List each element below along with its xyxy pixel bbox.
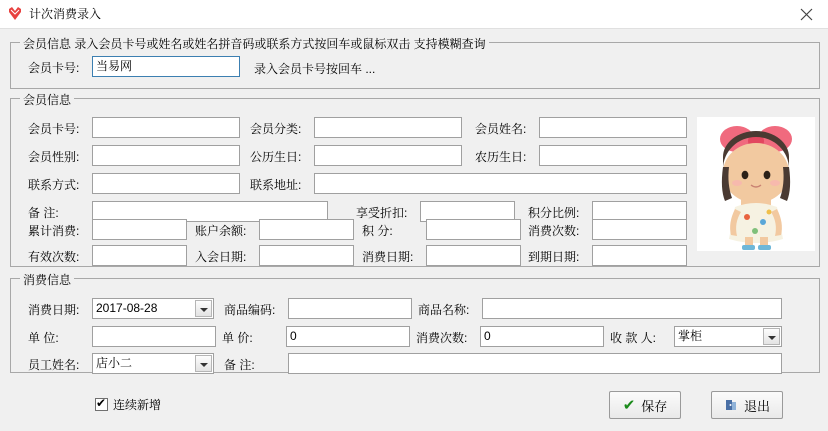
total-consumption-label: 累计消费: — [28, 224, 80, 238]
member-name-input[interactable] — [539, 117, 687, 138]
remark-label: 备 注: — [28, 206, 59, 220]
valid-times-input[interactable] — [92, 245, 187, 266]
lunar-birthday-input[interactable] — [539, 145, 687, 166]
member-gender-input[interactable] — [92, 145, 240, 166]
member-name-label: 会员姓名: — [475, 122, 527, 136]
point-ratio-label: 积分比例: — [528, 206, 580, 220]
account-balance-input[interactable] — [259, 219, 354, 240]
continuous-add-checkbox[interactable] — [95, 396, 161, 413]
product-code-input[interactable] — [288, 298, 412, 319]
consume-count-input[interactable]: 0 — [480, 326, 604, 347]
chevron-down-icon[interactable] — [763, 328, 780, 345]
price-input[interactable]: 0 — [286, 326, 410, 347]
app-logo-icon — [7, 6, 23, 22]
window-title: 计次消费录入 — [29, 7, 102, 21]
member-photo — [697, 117, 815, 251]
unit-input[interactable] — [92, 326, 216, 347]
staff-name-value: 店小二 — [96, 356, 133, 370]
member-category-input[interactable] — [314, 117, 462, 138]
exit-button[interactable] — [711, 391, 783, 419]
member-category-label: 会员分类: — [250, 122, 302, 136]
save-button[interactable] — [609, 391, 681, 419]
address-label: 联系地址: — [250, 178, 302, 192]
close-icon[interactable] — [784, 0, 828, 28]
card-number-label: 会员卡号: — [28, 61, 80, 75]
consume-date-combo[interactable] — [92, 298, 214, 319]
solar-birthday-label: 公历生日: — [250, 150, 302, 164]
member-card-input[interactable] — [92, 117, 240, 138]
discount-label: 享受折扣: — [356, 206, 408, 220]
points-label: 积 分: — [362, 224, 393, 238]
chevron-down-icon[interactable] — [195, 355, 212, 372]
staff-name-combo[interactable] — [92, 353, 214, 374]
save-button-label: 保存 — [641, 398, 668, 414]
lookup-group-title: 会员信息 录入会员卡号或姓名或姓名拼音码或联系方式按回车或鼠标双击 支持模糊查询 — [20, 35, 489, 52]
cashier-combo[interactable] — [674, 326, 782, 347]
address-input[interactable] — [314, 173, 687, 194]
exit-button-label: 退出 — [743, 398, 770, 414]
cashier-value: 掌柜 — [678, 329, 703, 343]
cashier-label: 收 款 人: — [610, 331, 657, 345]
exit-door-icon — [724, 398, 738, 412]
account-balance-label: 账户余额: — [195, 224, 247, 238]
consume-date-input[interactable] — [426, 245, 521, 266]
total-consumption-input[interactable] — [92, 219, 187, 240]
title-bar — [0, 0, 828, 29]
solar-birthday-input[interactable] — [314, 145, 462, 166]
chevron-down-icon[interactable] — [195, 300, 212, 317]
check-icon: ✔ — [622, 396, 636, 414]
consume-count-label: 消费次数: — [416, 331, 468, 345]
consume-date-value: 2017-08-28 — [96, 301, 158, 315]
product-name-label: 商品名称: — [418, 303, 470, 317]
product-code-label: 商品编码: — [224, 303, 276, 317]
unit-label: 单 位: — [28, 331, 59, 345]
consume-remark-label: 备 注: — [224, 358, 255, 372]
consume-date-field-label: 消费日期: — [28, 303, 80, 317]
points-input[interactable] — [426, 219, 521, 240]
join-date-label: 入会日期: — [195, 250, 247, 264]
product-name-input[interactable] — [482, 298, 782, 319]
card-number-input[interactable]: 当易网 — [92, 56, 240, 77]
continuous-add-label: 连续新增 — [113, 398, 162, 412]
valid-times-label: 有效次数: — [28, 250, 80, 264]
member-gender-label: 会员性别: — [28, 150, 80, 164]
consume-times-input[interactable] — [592, 219, 687, 240]
lunar-birthday-label: 农历生日: — [475, 150, 527, 164]
price-label: 单 价: — [222, 331, 253, 345]
lookup-hint: 录入会员卡号按回车 ... — [254, 62, 376, 76]
staff-name-label: 员工姓名: — [28, 358, 80, 372]
consume-date-label: 消费日期: — [362, 250, 414, 264]
contact-label: 联系方式: — [28, 178, 80, 192]
member-card-label: 会员卡号: — [28, 122, 80, 136]
consume-remark-input[interactable] — [288, 353, 782, 374]
consumption-info-group-title: 消费信息 — [20, 271, 74, 288]
expire-date-label: 到期日期: — [528, 250, 580, 264]
contact-input[interactable] — [92, 173, 240, 194]
consume-times-label: 消费次数: — [528, 224, 580, 238]
checkbox-indicator[interactable] — [95, 398, 108, 411]
member-info-group-title: 会员信息 — [20, 91, 74, 108]
join-date-input[interactable] — [259, 245, 354, 266]
expire-date-input[interactable] — [592, 245, 687, 266]
